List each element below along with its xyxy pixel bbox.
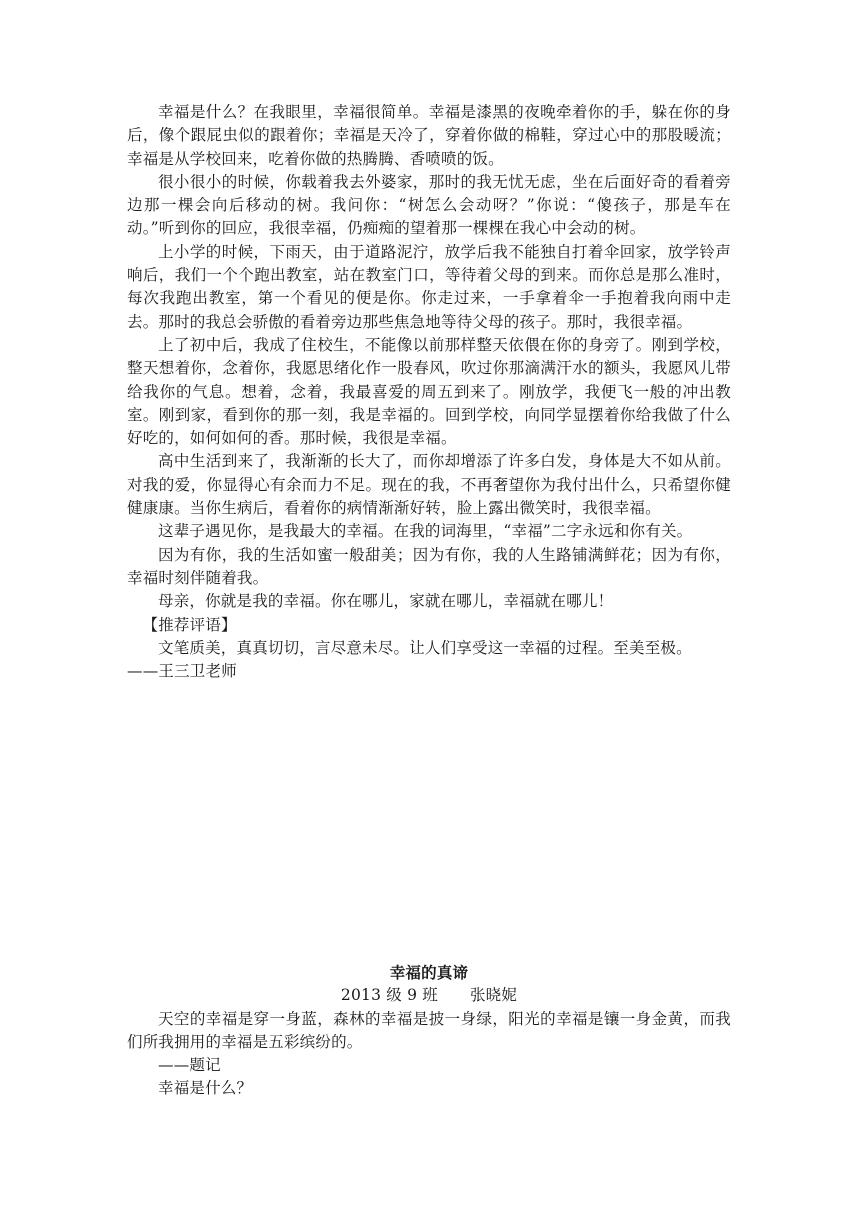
byline — [127, 984, 731, 1007]
essay-one — [127, 101, 731, 683]
essay-paragraph: 上小学的时候，下雨天，由于道路泥泞，放学后我不能独自打着伞回家，放学铃声响后，我们一个个跑出教室，站在教室门口，等待着父母的到来。而你总是那么准时，每次我跑出教室，第一个看见的便是你。你走过来，一手拿着伞一手抱着我向雨中走去。那时的我总会骄傲的看着旁边那些焦急地等待父母的孩子。那时，我很幸福。 — [127, 242, 731, 331]
essay-paragraph: 母亲，你就是我的幸福。你在哪儿，家就在哪儿，幸福就在哪儿！ — [158, 592, 614, 611]
class-label: 2013 级 9 班 — [340, 986, 438, 1005]
review-heading: 【推荐评语】 — [142, 615, 237, 634]
essay-first-line: 幸福是什么？ — [158, 1079, 253, 1098]
review-text: 文笔质美，真真切切，言尽意未尽。让人们享受这一幸福的过程。至美至极。 — [158, 638, 692, 657]
essay-paragraph: 高中生活到来了，我渐渐的长大了，而你却增添了许多白发，身体是大不如从前。对我的爱，你显得心有余而力不足。现在的我，不再奢望你为我付出什么，只希望你健健康康。当你生病后，看着你的病情渐渐好转，脸上露出微笑时，我很幸福。 — [127, 452, 731, 518]
epigraph: 天空的幸福是穿一身蓝，森林的幸福是披一身绿，阳光的幸福是镶一身金黄，而我们所我拥用的幸福是五彩缤纷的。 — [127, 1009, 731, 1051]
essay-paragraph: 很小很小的时候，你载着我去外婆家，那时的我无忧无虑，坐在后面好奇的看着旁边那一棵会向后移动的树。我问你：“树怎么会动呀？”你说：“傻孩子，那是车在动。”听到你的回应，我很幸福，仍痴痴的望着那一棵棵在我心中会动的树。 — [127, 172, 731, 238]
essay-paragraph: 这辈子遇见你，是我最大的幸福。在我的词海里，“幸福”二字永远和你有关。 — [158, 522, 693, 541]
epigraph-source: ——题记 — [158, 1056, 221, 1075]
essay-title: 幸福的真谛 — [389, 963, 469, 982]
essay-two — [127, 961, 731, 1101]
essay-paragraph: 上了初中后，我成了住校生，不能像以前那样整天依偎在你的身旁了。刚到学校，整天想着你，念着你，我愿思绪化作一股春风，吹过你那滴满汗水的额头，我愿风儿带给我你的气息。想着，念着，我最喜爱的周五到来了。刚放学，我便飞一般的冲出教室。刚到家，看到你的那一刻，我是幸福的。回到学校，向同学显摆着你给我做了什么好吃的，如何如何的香。那时候，我很是幸福。 — [127, 335, 731, 448]
essay-paragraph: 幸福是什么？在我眼里，幸福很简单。幸福是漆黑的夜晚牵着你的手，躲在你的身后，像个跟屁虫似的跟着你；幸福是天冷了，穿着你做的棉鞋，穿过心中的那股暖流；幸福是从学校回来，吃着你做的热腾腾、香喷喷的饭。 — [127, 103, 731, 168]
review-signature: ——王三卫老师 — [127, 662, 237, 681]
author-name: 张晓妮 — [469, 986, 518, 1005]
essay-paragraph: 因为有你，我的生活如蜜一般甜美；因为有你，我的人生路铺满鲜花；因为有你，幸福时刻伴随着我。 — [127, 545, 731, 587]
